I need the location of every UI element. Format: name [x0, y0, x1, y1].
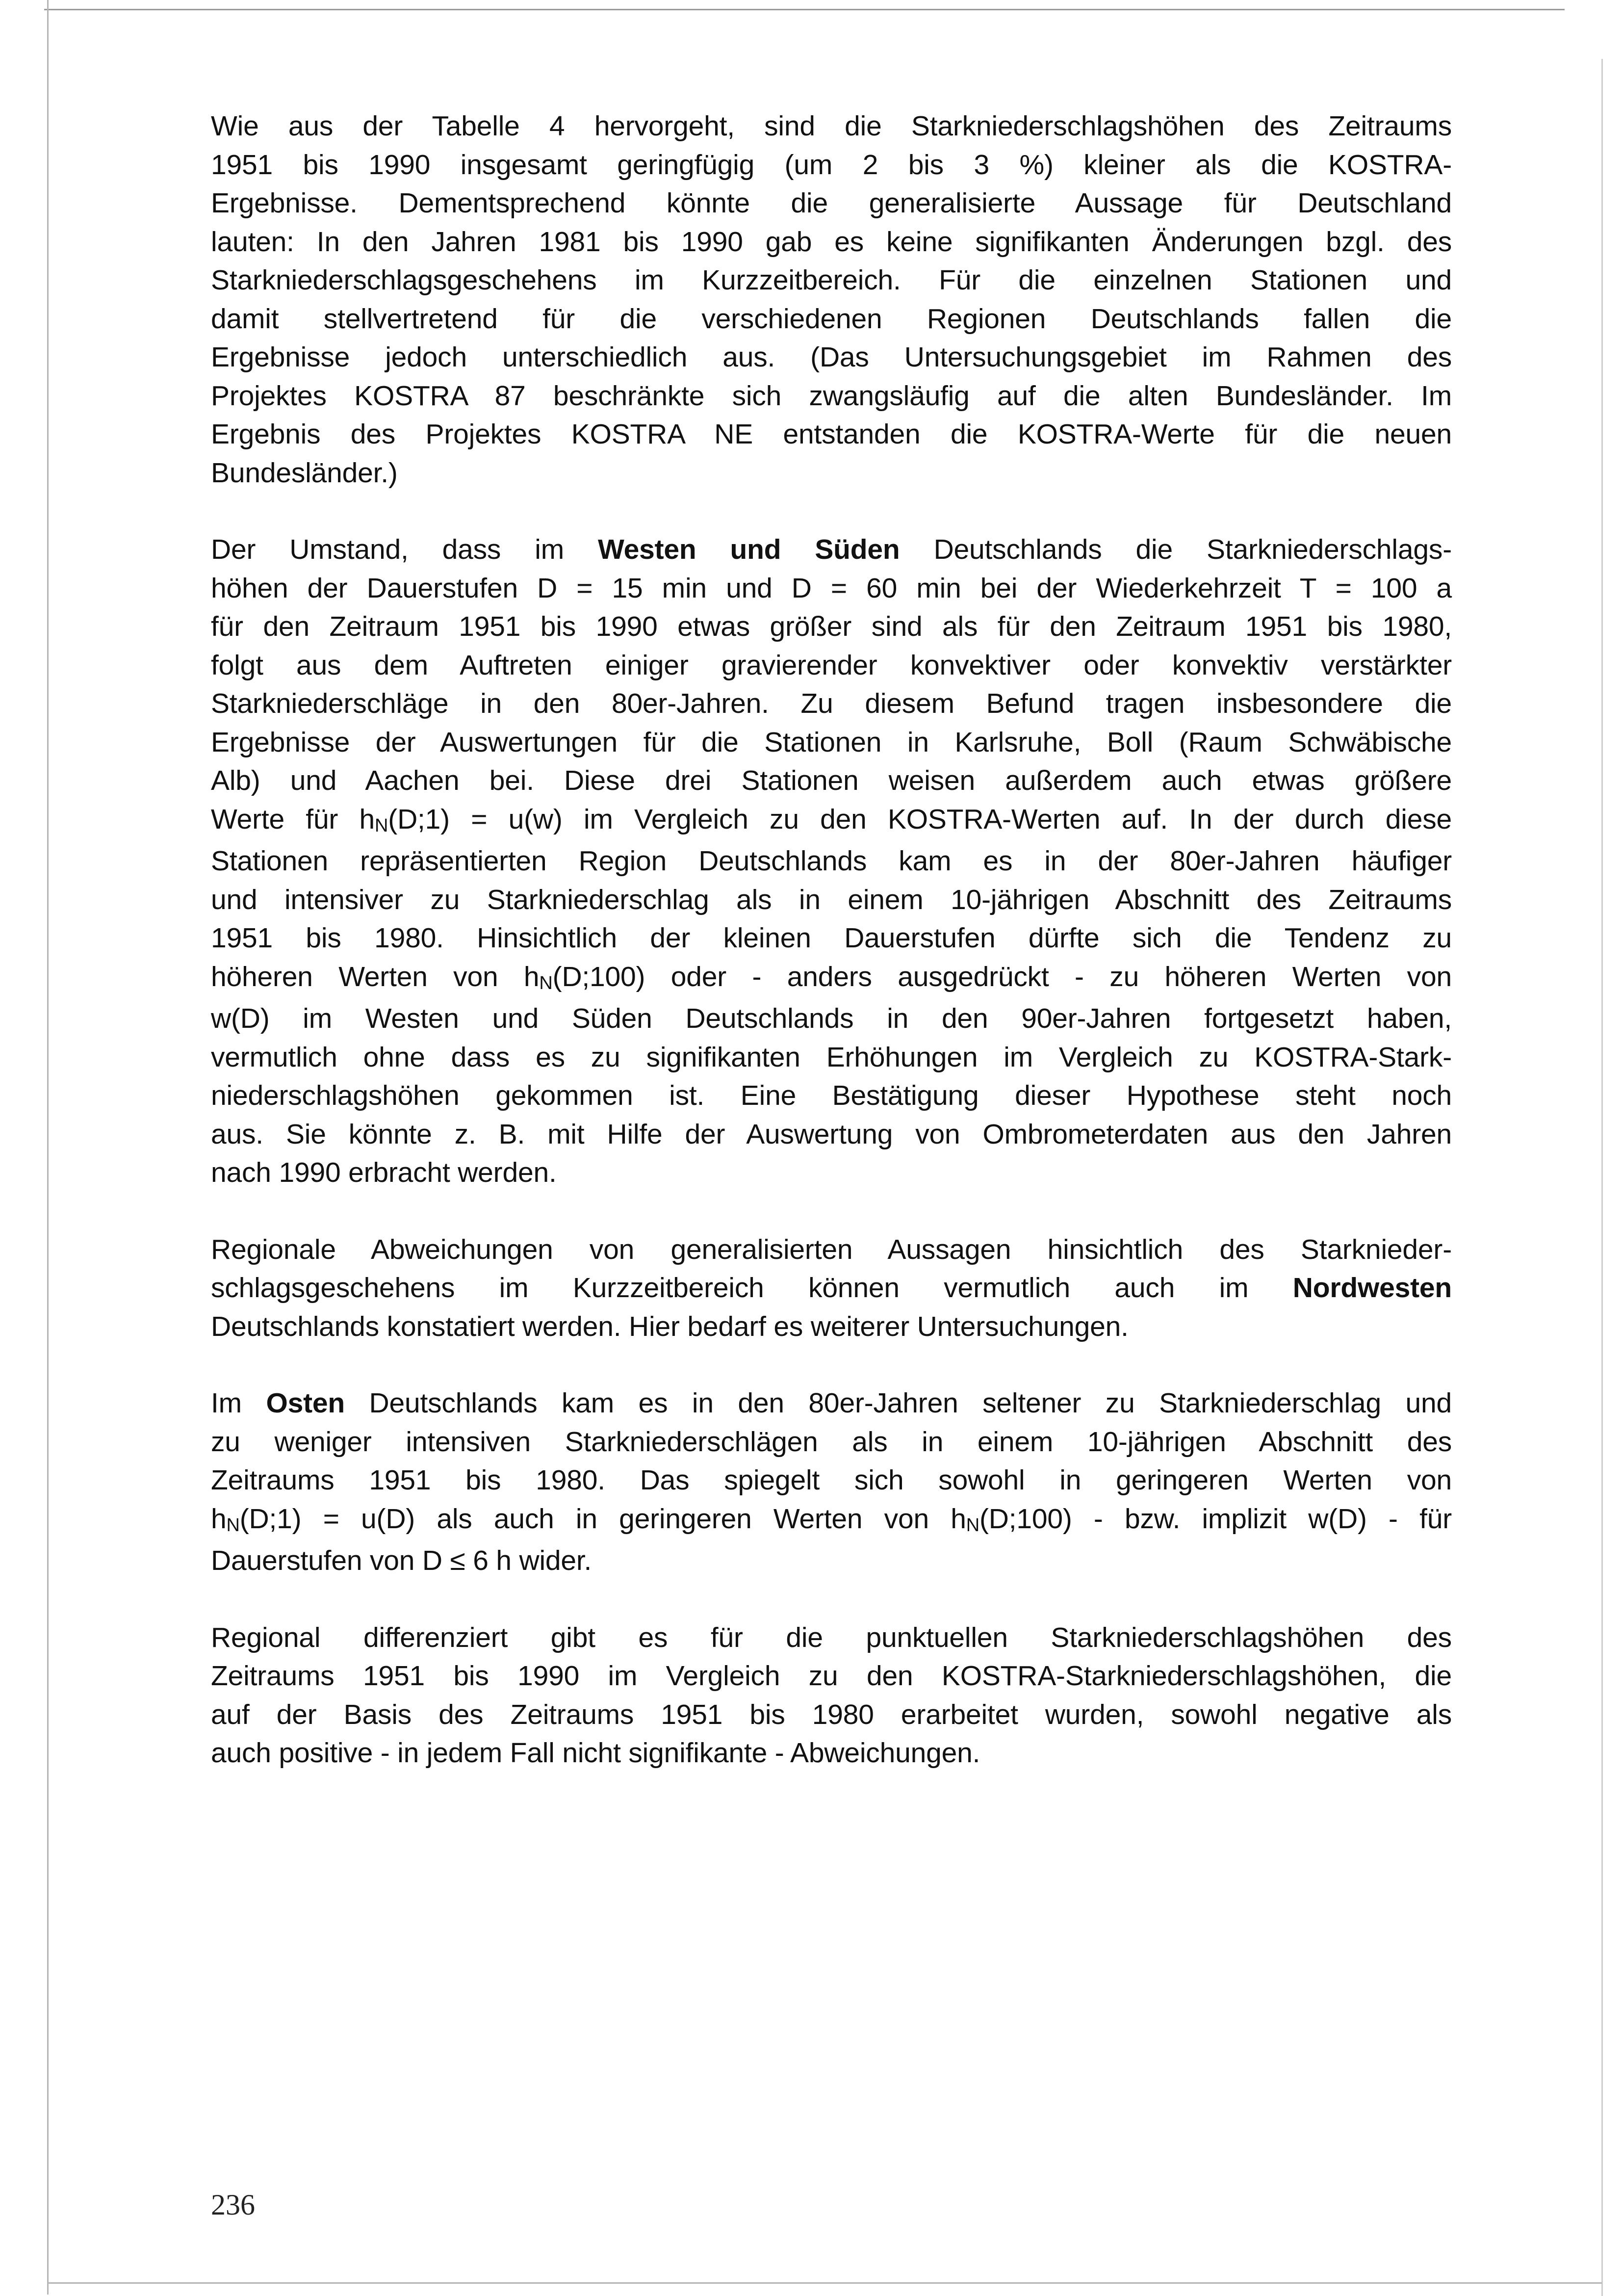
scan-border-left	[47, 0, 49, 2295]
text-line: höhen der Dauerstufen D = 15 min und D = 60 min bei der Wiederkehrzeit T = 100 a	[211, 572, 1452, 604]
text-run: Im	[211, 1387, 266, 1419]
text-line: Regional differenziert gibt es für die punktuellen Starkniederschlagshöhen des	[211, 1621, 1452, 1653]
emphasis-west-south: Westen und Süden	[598, 534, 900, 565]
text-run: schlagsgeschehens im Kurzzeitbereich können vermutlich auch im	[211, 1272, 1293, 1304]
text-line	[211, 800, 1452, 842]
scan-border-right	[1601, 59, 1603, 2296]
text-line: vermutlich ohne dass es zu signifikanten Erhöhungen im Vergleich zu KOSTRA-Stark-	[211, 1041, 1452, 1073]
text-line: auf der Basis des Zeitraums 1951 bis 1980 erarbeitet wurden, sowohl negative als	[211, 1698, 1452, 1730]
text-line: und intensiver zu Starkniederschlag als in einem 10-jährigen Abschnitt des Zeitraums	[211, 884, 1452, 915]
text-run: Deutschlands kam es in den 80er-Jahren seltener zu Starkniederschlag und	[345, 1387, 1452, 1419]
text-run: Werte für h	[211, 803, 375, 835]
text-run: Der Umstand, dass im	[211, 534, 598, 565]
text-line: 1951 bis 1980. Hinsichtlich der kleinen Dauerstufen dürfte sich die Tendenz zu	[211, 922, 1452, 954]
text-line: 1951 bis 1990 insgesamt geringfügig (um 2 bis 3 %) kleiner als die KOSTRA-	[211, 149, 1452, 181]
text-line: Stationen repräsentierten Region Deutschlands kam es in der 80er-Jahren häufiger	[211, 845, 1452, 877]
text-line	[211, 1500, 1452, 1542]
text-run: (D;1) = u(w) im Vergleich zu den KOSTRA-Werten auf. In der durch diese	[388, 803, 1452, 835]
subscript: N	[226, 1514, 240, 1536]
text-line: Ergebnis des Projektes KOSTRA NE entstanden die KOSTRA-Werte für die neuen	[211, 418, 1452, 450]
page-body	[211, 107, 1452, 1811]
text-run: höheren Werten von h	[211, 961, 540, 992]
emphasis-northwest: Nordwesten	[1292, 1272, 1452, 1304]
text-run: (D;1) = u(D) als auch in geringeren Werten von h	[239, 1503, 966, 1535]
text-line: Projektes KOSTRA 87 beschränkte sich zwangsläufig auf die alten Bundesländer. Im	[211, 380, 1452, 412]
text-line: damit stellvertretend für die verschiedenen Regionen Deutschlands fallen die	[211, 303, 1452, 335]
text-run: (D;100) - bzw. implizit w(D) - für	[979, 1503, 1452, 1535]
paragraph-5	[211, 1618, 1452, 1773]
text-line	[211, 958, 1452, 1000]
scan-border-bottom	[47, 2282, 1602, 2284]
text-run: h	[211, 1503, 227, 1535]
text-line: Alb) und Aachen bei. Diese drei Stationen weisen außerdem auch etwas größere	[211, 765, 1452, 796]
paragraph-3	[211, 1230, 1452, 1346]
text-line: Dauerstufen von D ≤ 6 h wider.	[211, 1545, 592, 1576]
text-line: w(D) im Westen und Süden Deutschlands in den 90er-Jahren fortgesetzt haben,	[211, 1003, 1452, 1034]
text-line: Regionale Abweichungen von generalisierten Aussagen hinsichtlich des Starknieder-	[211, 1233, 1452, 1265]
text-line: nach 1990 erbracht werden.	[211, 1157, 557, 1188]
text-line: Zeitraums 1951 bis 1990 im Vergleich zu den KOSTRA-Starkniederschlagshöhen, die	[211, 1660, 1452, 1692]
subscript: N	[539, 972, 553, 993]
text-line: lauten: In den Jahren 1981 bis 1990 gab es keine signifikanten Änderungen bzgl. des	[211, 226, 1452, 258]
subscript: N	[375, 815, 388, 836]
text-run: Deutschlands die Starkniederschlags-	[900, 534, 1452, 565]
page-number: 236	[211, 2189, 255, 2221]
paragraph-2	[211, 530, 1452, 1192]
text-line: für den Zeitraum 1951 bis 1990 etwas größer sind als für den Zeitraum 1951 bis 1980,	[211, 611, 1452, 642]
paragraph-1	[211, 107, 1452, 492]
text-line: Zeitraums 1951 bis 1980. Das spiegelt sich sowohl in geringeren Werten von	[211, 1464, 1452, 1496]
text-line: zu weniger intensiven Starkniederschlägen als in einem 10-jährigen Abschnitt des	[211, 1426, 1452, 1458]
text-line: Bundesländer.)	[211, 457, 398, 489]
emphasis-east: Osten	[266, 1387, 345, 1419]
text-line	[211, 530, 1452, 569]
text-run: (D;100) oder - anders ausgedrückt - zu höheren Werten von	[552, 961, 1452, 992]
text-line: Wie aus der Tabelle 4 hervorgeht, sind die Starkniederschlagshöhen des Zeitraums	[211, 110, 1452, 142]
text-line: niederschlagshöhen gekommen ist. Eine Bestätigung dieser Hypothese steht noch	[211, 1080, 1452, 1111]
text-line: auch positive - in jedem Fall nicht signifikante - Abweichungen.	[211, 1737, 980, 1769]
text-line: Starkniederschlagsgeschehens im Kurzzeitbereich. Für die einzelnen Stationen und	[211, 264, 1452, 296]
text-line: Deutschlands konstatiert werden. Hier bedarf es weiterer Untersuchungen.	[211, 1310, 1129, 1342]
text-line: aus. Sie könnte z. B. mit Hilfe der Auswertung von Ombrometerdaten aus den Jahren	[211, 1118, 1452, 1150]
scan-border-top	[44, 9, 1565, 10]
text-line: folgt aus dem Auftreten einiger gravierender konvektiver oder konvektiv verstärkter	[211, 649, 1452, 681]
text-line	[211, 1269, 1452, 1307]
text-line	[211, 1384, 1452, 1423]
paragraph-4	[211, 1384, 1452, 1580]
subscript: N	[966, 1514, 979, 1536]
text-line: Ergebnisse. Dementsprechend könnte die generalisierte Aussage für Deutschland	[211, 187, 1452, 219]
text-line: Starkniederschläge in den 80er-Jahren. Zu diesem Befund tragen insbesondere die	[211, 688, 1452, 719]
text-line: Ergebnisse der Auswertungen für die Stationen in Karlsruhe, Boll (Raum Schwäbische	[211, 726, 1452, 758]
text-line: Ergebnisse jedoch unterschiedlich aus. (Das Untersuchungsgebiet im Rahmen des	[211, 341, 1452, 373]
